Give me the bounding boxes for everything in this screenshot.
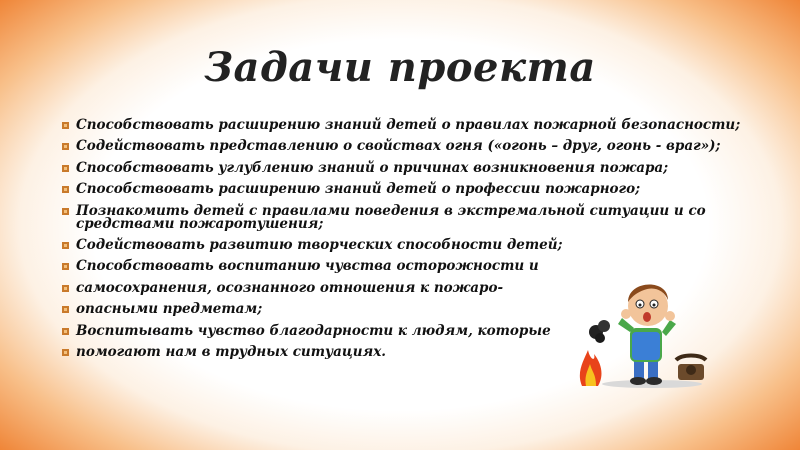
slide-title: Задачи проекта [204,44,596,91]
smoke-icon [589,320,610,343]
list-item-text: Способствовать углублению знаний о причинах возникновения пожара; [76,159,669,176]
list-item-text: Содействовать представлению о свойствах огня («огонь – друг, огонь - враг»); [76,138,721,155]
bullet-icon [62,263,69,270]
bullet-icon [62,242,69,249]
list-item-text: Воспитывать чувство благодарности к людям, которые [76,322,551,339]
list-item [62,117,741,133]
list-item-text: Способствовать воспитанию чувства осторожности и [76,258,539,275]
list-item-text: опасными предметам; [76,301,263,318]
list-item-text: Содействовать развитию творческих способности детей; [76,236,563,253]
list-item-text: Способствовать расширению знаний детей о правилах пожарной безопасности; [76,117,741,133]
list-item-text: Способствовать расширению знаний детей о профессии пожарного; [76,181,641,198]
scared-boy-fire-icon [574,262,714,392]
bullet-icon [62,186,69,193]
list-item-text: помогают нам в трудных ситуациях. [76,343,386,360]
bullet-icon [62,143,69,150]
bullet-icon [62,285,69,292]
list-item [62,202,722,232]
list-item [62,159,722,176]
bullet-icon [62,122,69,129]
list-item-text: Познакомить детей с правилами поведения в экстремальной ситуации и со средствами пожаротушения; [76,202,706,232]
bullet-icon [62,208,69,215]
telephone-icon [676,356,706,381]
list-item [62,183,722,196]
bullet-icon [62,165,69,172]
flame-icon [580,350,602,386]
bullet-icon [62,328,69,335]
list-item-text: самосохранения, осознанного отношения к пожаро- [76,279,504,296]
list-item [62,140,722,153]
bullet-icon [62,306,69,313]
list-item [62,236,722,253]
bullet-icon [62,349,69,356]
